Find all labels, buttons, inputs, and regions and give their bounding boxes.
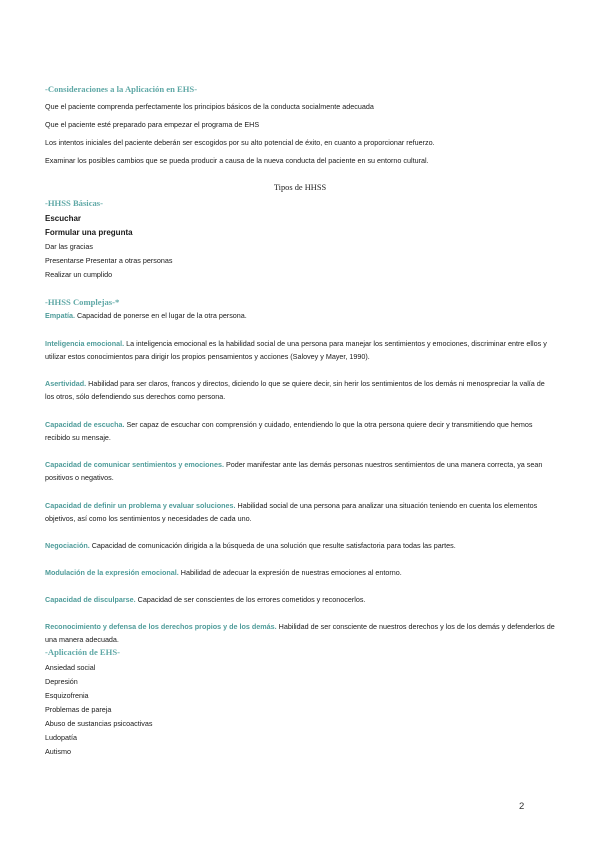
basic-skill-item: Realizar un cumplido [45, 270, 113, 279]
application-item: Abuso de sustancias psicoactivas [45, 719, 153, 728]
application-item: Ansiedad social [45, 663, 96, 672]
skill-definition: Habilidad de adecuar la expresión de nuestras emociones al entorno. [178, 568, 402, 577]
complex-skill-entry [45, 458, 555, 484]
complex-skill-entry [45, 566, 555, 579]
considerations-heading: -Consideraciones a la Aplicación en EHS- [45, 84, 198, 94]
types-title: Tipos de HHSS [273, 183, 327, 192]
skill-term: Capacidad de comunicar sentimientos y emociones. [45, 460, 224, 469]
complex-skills-heading: -HHSS Complejas-* [45, 297, 120, 307]
complex-skill-entry [45, 309, 555, 322]
skill-term: Capacidad de disculparse. [45, 595, 136, 604]
application-item: Ludopatía [45, 733, 77, 742]
considerations-line: Que el paciente esté preparado para empezar el programa de EHS [45, 120, 260, 129]
skill-term: Empatía. [45, 311, 75, 320]
complex-skill-entry [45, 539, 555, 552]
basic-skill-item: Escuchar [45, 214, 82, 223]
skill-term: Asertividad. [45, 379, 87, 388]
application-item: Esquizofrenia [45, 691, 89, 700]
application-heading: -Aplicación de EHS- [45, 647, 120, 657]
skill-term: Modulación de la expresión emocional. [45, 568, 179, 577]
skill-definition: Habilidad social de una persona para analizar una situación teniendo en cuenta los elementos objetivos, así como los sentimientos y necesidades de cada uno. [45, 501, 538, 523]
skill-definition: Habilidad de ser consciente de nuestros derechos y los de los demás y defenderlos de una manera adecuada. [45, 622, 555, 644]
page-number: 2 [519, 801, 525, 812]
basic-skills-heading: -HHSS Básicas- [45, 198, 104, 208]
skill-definition: Capacidad de ser conscientes de los errores cometidos y reconocerlos. [135, 595, 366, 604]
skill-definition: Capacidad de ponerse en el lugar de la otra persona. [74, 311, 247, 320]
complex-skill-entry [45, 377, 555, 403]
complex-skill-entry [45, 418, 555, 444]
skill-definition: Habilidad para ser claros, francos y directos, diciendo lo que se quiere decir, sin herir los sentimientos de los demás ni menospreciar la valía de los otros, sólo defendiendo sus derechos como persona. [45, 379, 545, 401]
skill-definition: Ser capaz de escuchar con comprensión y cuidado, entendiendo lo que la otra persona quiere decir y transmitiendo que hemos recibido su mensaje. [45, 420, 533, 442]
considerations-line: Examinar los posibles cambios que se pueda producir a causa de la nueva conducta del paciente en su entorno cultural. [45, 156, 429, 165]
complex-skill-entry [45, 620, 555, 646]
skill-term: Capacidad de escucha. [45, 420, 125, 429]
skill-term: Negociación. [45, 541, 90, 550]
basic-skill-item: Presentarse Presentar a otras personas [45, 256, 173, 265]
skill-definition: Capacidad de comunicación dirigida a la búsqueda de una solución que resulte satisfactoria para todas las partes. [89, 541, 456, 550]
application-item: Problemas de pareja [45, 705, 112, 714]
complex-skill-entry [45, 593, 555, 606]
complex-skill-entry [45, 337, 555, 363]
application-item: Autismo [45, 747, 71, 756]
considerations-line: Los intentos iniciales del paciente deberán ser escogidos por su alto potencial de éxito, en cuanto a proporcionar refuerzo. [45, 138, 435, 147]
skill-term: Inteligencia emocional. [45, 339, 125, 348]
skill-term: Capacidad de definir un problema y evaluar soluciones. [45, 501, 236, 510]
basic-skill-item: Formular una pregunta [45, 228, 133, 237]
skill-definition: Poder manifestar ante las demás personas nuestros sentimientos de una manera correcta, ya sean positivos o negativos. [45, 460, 543, 482]
skill-definition: La inteligencia emocional es la habilidad social de una persona para manejar los sentimientos y emociones, discriminar entre ellos y utilizar estos conocimientos para dirigir los propios pensamientos y acciones (Salovey y Mayer, 1990). [45, 339, 547, 361]
application-item: Depresión [45, 677, 78, 686]
considerations-line: Que el paciente comprenda perfectamente los principios básicos de la conducta socialmente adecuada [45, 102, 374, 111]
complex-skill-entry [45, 499, 555, 525]
basic-skill-item: Dar las gracias [45, 242, 93, 251]
skill-term: Reconocimiento y defensa de los derechos propios y de los demás. [45, 622, 277, 631]
